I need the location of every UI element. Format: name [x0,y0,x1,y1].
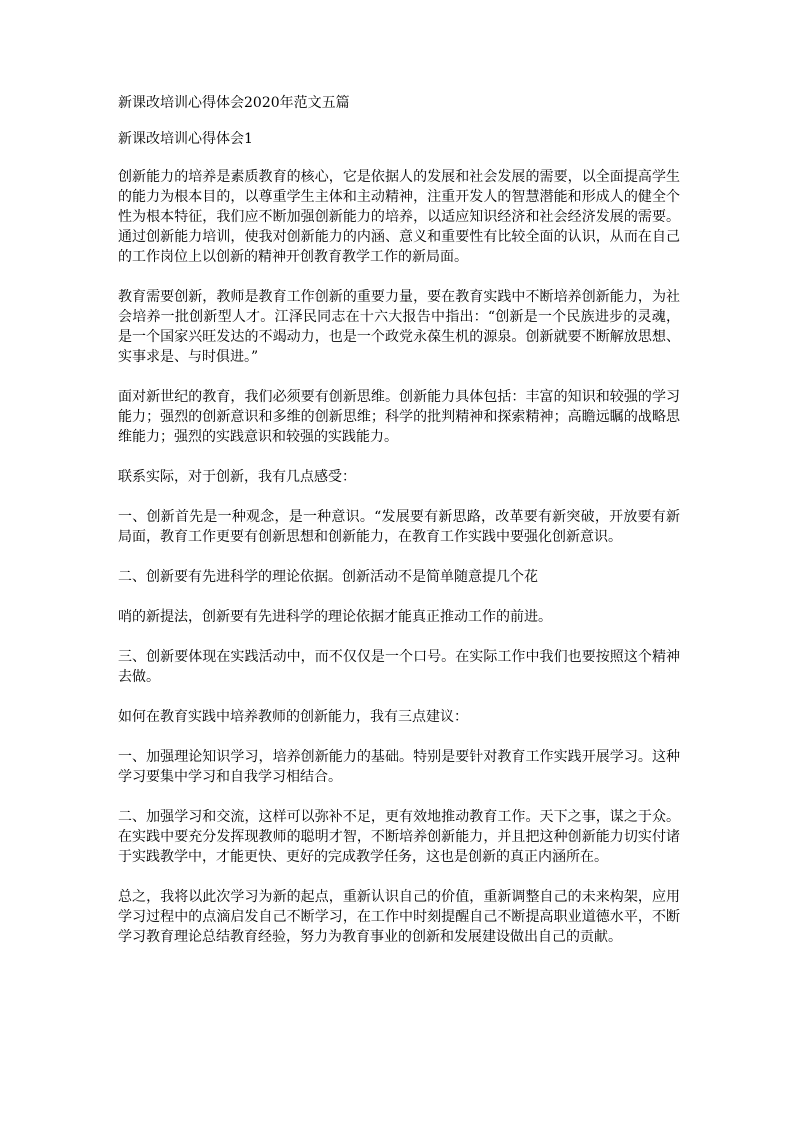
paragraph-9: 如何在教育实践中培养教师的创新能力，我有三点建议： [118,709,468,725]
section-heading: 新课改培训心得体会1 [118,131,253,147]
paragraph-3: 面对新世纪的教育，我们必须要有创新思维。创新能力具体包括：丰富的知识和较强的学习能力；强烈的创新意识和多维的创新思维；科学的批判精神和探索精神；高瞻远瞩的战略思维能力；强烈的实践意识和较强的实践能力。 [118,389,680,445]
paragraph-5: 一、创新首先是一种观念，是一种意识。“发展要有新思路，改革要有新突破，开放要有新局面，教育工作更要有创新思想和创新能力，在教育工作实践中要强化创新意识。 [118,509,680,545]
paragraph-2: 教育需要创新，教师是教育工作创新的重要力量，要在教育实践中不断培养创新能力，为社会培养一批创新型人才。江泽民同志在十六大报告中指出：“创新是一个民族进步的灵魂，是一个国家兴旺发达的不竭动力，也是一个政党永葆生机的源泉。创新就要不断解放思想、实事求是、与时俱进。” [118,289,680,365]
paragraph-4: 联系实际，对于创新，我有几点感受： [118,469,356,485]
paragraph-10: 一、加强理论知识学习，培养创新能力的基础。特别是要针对教育工作实践开展学习。这种学习要集中学习和自我学习相结合。 [118,749,680,785]
paragraph-8: 三、创新要体现在实践活动中，而不仅仅是一个口号。在实际工作中我们也要按照这个精神去做。 [118,649,680,685]
paragraph-1: 创新能力的培养是素质教育的核心，它是依据人的发展和社会发展的需要，以全面提高学生的能力为根本目的，以尊重学生主体和主动精神，注重开发人的智慧潜能和形成人的健全个性为根本特征，我们应不断加强创新能力的培养，以适应知识经济和社会经济发展的需要。通过创新能力培训，使我对创新能力的内涵、意义和重要性有比较全面的认识，从而在自己的工作岗位上以创新的精神开创教育教学工作的新局面。 [118,169,680,265]
paragraph-7: 哨的新提法，创新要有先进科学的理论依据才能真正推动工作的前进。 [118,609,552,625]
paragraph-12: 总之，我将以此次学习为新的起点，重新认识自己的价值，重新调整自己的未来构架，应用学习过程中的点滴启发自己不断学习，在工作中时刻提醒自己不断提高职业道德水平，不断学习教育理论总结教育经验，努力为教育事业的创新和发展建设做出自己的贡献。 [118,889,680,945]
document-title: 新课改培训心得体会2020年范文五篇 [118,95,350,111]
document-page [118,93,680,967]
paragraph-11: 二、加强学习和交流，这样可以弥补不足，更有效地推动教育工作。天下之事，谋之于众。在实践中要充分发挥现教师的聪明才智，不断培养创新能力，并且把这种创新能力切实付诸于实践教学中，才能更快、更好的完成教学任务，这也是创新的真正内涵所在。 [118,809,680,865]
paragraph-6: 二、创新要有先进科学的理论依据。创新活动不是简单随意提几个花 [118,569,538,585]
